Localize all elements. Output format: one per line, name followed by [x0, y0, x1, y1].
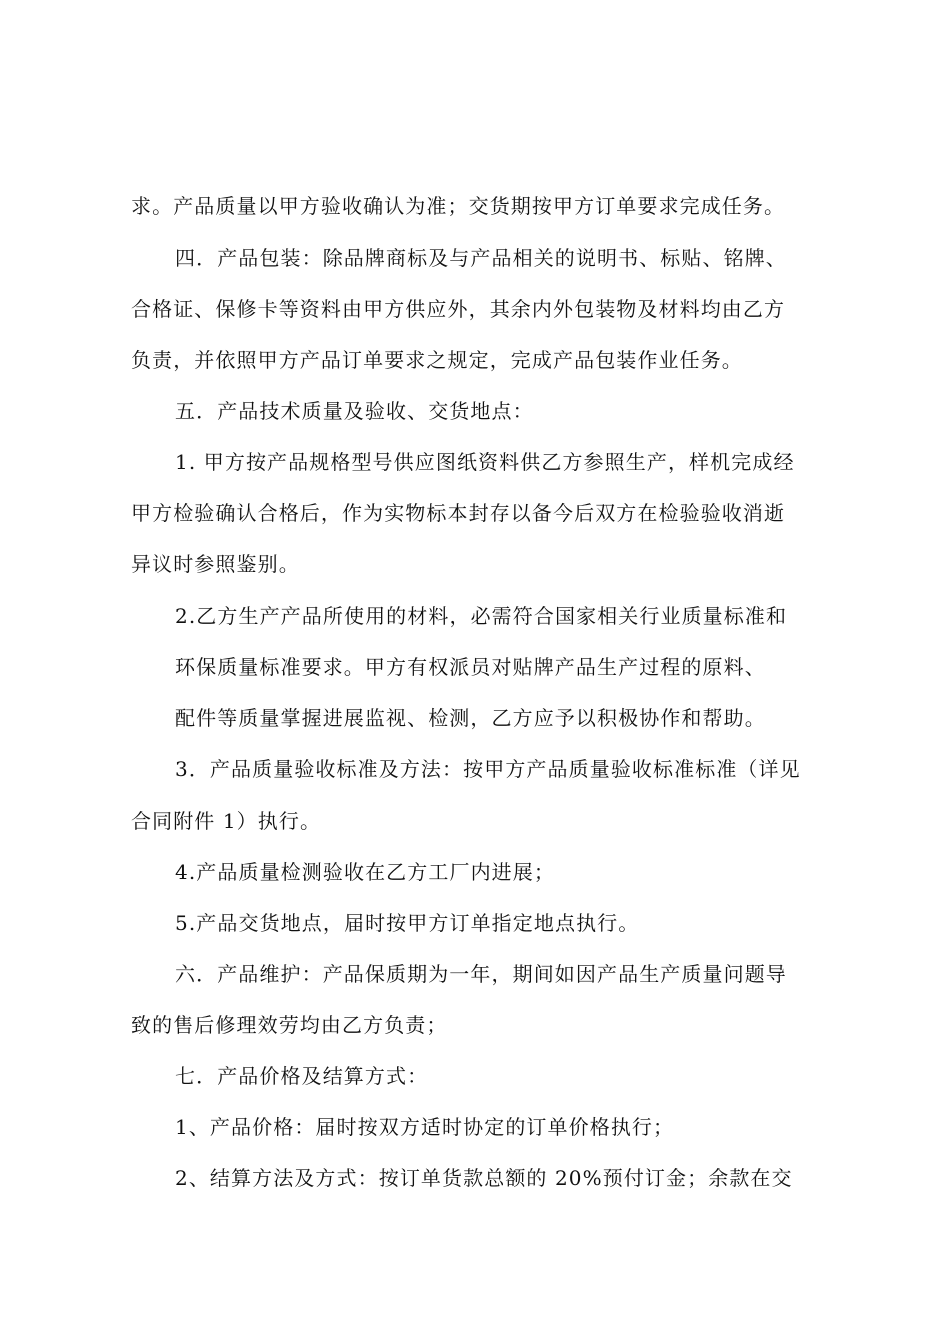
text-line: 1、产品价格：届时按双方适时协定的订单价格执行；	[175, 1115, 675, 1139]
text-line: 环保质量标准要求。甲方有权派员对贴牌产品生产过程的原料、	[175, 655, 766, 679]
text-line: 合同附件 1）执行。	[131, 809, 322, 833]
text-line: 四．产品包装：除品牌商标及与产品相关的说明书、标贴、铭牌、	[175, 246, 787, 270]
text-line: 1. 甲方按产品规格型号供应图纸资料供乙方参照生产，样机完成经	[175, 450, 795, 474]
text-line: 五．产品技术质量及验收、交货地点：	[175, 399, 534, 423]
text-line: 甲方检验确认合格后，作为实物标本封存以备今后双方在检验验收消逝	[131, 501, 786, 525]
text-line: 配件等质量掌握进展监视、检测，乙方应予以积极协作和帮助。	[175, 706, 766, 730]
text-line: 负责，并依照甲方产品订单要求之规定，完成产品包装作业任务。	[131, 348, 743, 372]
text-line: 3．产品质量验收标准及方法：按甲方产品质量验收标准标准（详见	[175, 757, 801, 781]
text-line: 4.产品质量检测验收在乙方工厂内进展；	[175, 860, 555, 884]
text-line: 致的售后修理效劳均由乙方负责；	[131, 1013, 448, 1037]
text-line: 七．产品价格及结算方式：	[175, 1064, 429, 1088]
text-line: 求。产品质量以甲方验收确认为准；交货期按甲方订单要求完成任务。	[131, 194, 786, 218]
text-line: 六．产品维护：产品保质期为一年，期间如因产品生产质量问题导	[175, 962, 787, 986]
text-line: 异议时参照鉴别。	[131, 552, 300, 576]
text-line: 5.产品交货地点，届时按甲方订单指定地点执行。	[175, 911, 640, 935]
text-line: 合格证、保修卡等资料由甲方供应外，其余内外包装物及材料均由乙方	[131, 297, 786, 321]
text-line: 2、结算方法及方式：按订单货款总额的 20%预付订金；余款在交	[175, 1166, 793, 1190]
text-line: 2.乙方生产产品所使用的材料，必需符合国家相关行业质量标准和	[175, 604, 788, 628]
